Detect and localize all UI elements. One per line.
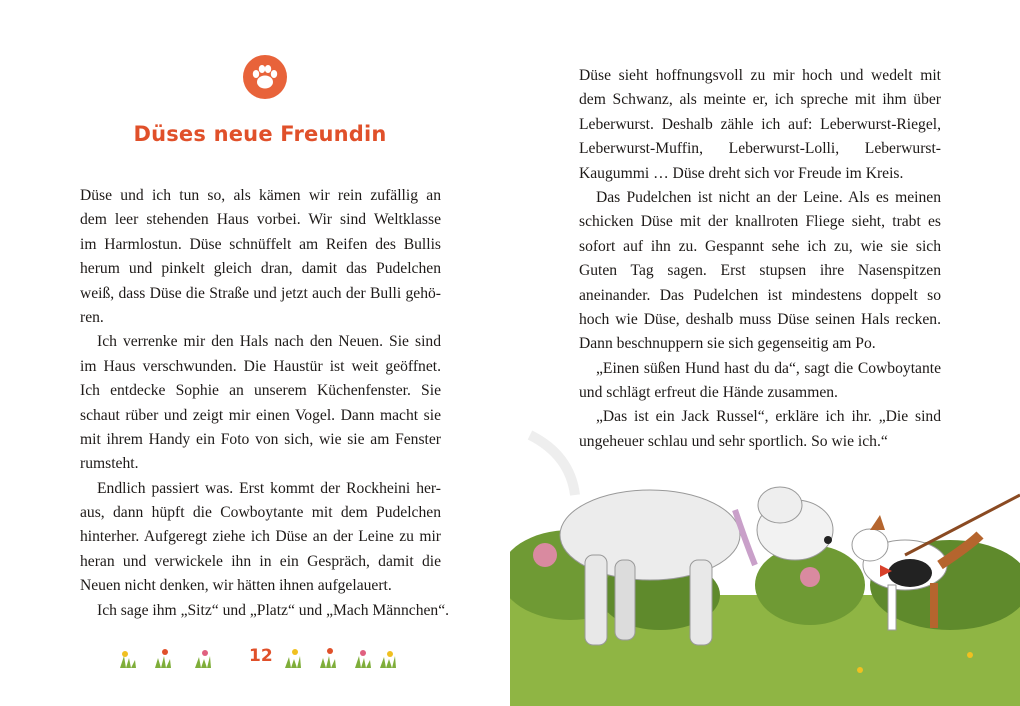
- text-line: und schlägt erfreut die Hände zusammen.: [579, 384, 838, 402]
- page-number: 12: [249, 646, 273, 666]
- text-line: dem leer stehenden Haus vorbei. Wir sind Weltklasse: [80, 211, 441, 229]
- text-line: Guten Tag sagen. Erst stupsen ihre Nasenspitzen: [579, 262, 941, 280]
- text-line: Endlich passiert was. Erst kommt der Rockheini her-: [97, 479, 441, 497]
- text-line: ungeheuer schlau und sehr sportlich. So wie ich.“: [579, 432, 888, 450]
- text-line: hoch wie Düse, deshalb muss Düse seinen Hals recken.: [579, 310, 941, 328]
- left-body-text: [80, 184, 450, 623]
- right-body-text: [579, 64, 941, 454]
- text-line: rumsteht.: [80, 455, 139, 473]
- text-line: herum und pinkelt gleich dran, damit das Pudelchen: [80, 260, 441, 278]
- text-line: „Das ist ein Jack Russel“, erkläre ich ihr. „Die sind: [596, 408, 941, 426]
- text-line: weiß, dass Düse die Straße und jetzt auch der Bulli gehö-: [80, 284, 441, 302]
- text-line: Ich verrenke mir den Hals nach den Neuen. Sie sind: [97, 333, 441, 351]
- dogs-illustration: [510, 425, 1020, 706]
- text-line: ren.: [80, 308, 104, 326]
- text-line: Leberwurst. Deshalb zähle ich auf: Leberwurst-Riegel,: [579, 115, 941, 133]
- text-line: Ich entdecke Sophie an unserem Küchenfenster. Sie: [80, 382, 441, 400]
- text-line: schicken Düse mit der knallroten Fliege sieht, trabt es: [579, 213, 941, 231]
- text-line: Das Pudelchen ist nicht an der Leine. Als es meinen: [596, 188, 941, 206]
- text-line: Düse und ich tun so, als kämen wir rein zufällig an: [80, 187, 441, 204]
- text-line: sofort auf ihn zu. Gespannt sehe ich zu, wie sie sich: [579, 237, 941, 255]
- text-line: im Harmlostun. Düse schnüffelt am Reifen des Bullis: [80, 235, 441, 253]
- text-line: Neuen nicht denken, wir hätten ihnen aufgelauert.: [80, 577, 392, 595]
- text-line: schaut rüber und zeigt mir einen Vogel. Dann macht sie: [80, 406, 441, 424]
- text-line: aneinander. Das Pudelchen ist mindestens doppelt so: [579, 286, 941, 304]
- text-line: Leberwurst-Muffin, Leberwurst-Lolli, Leberwurst-: [579, 140, 941, 158]
- text-line: Dann beschnuppern sie sich gegenseitig am Po.: [579, 335, 876, 353]
- text-line: im Haus verschwunden. Die Haustür ist weit geöffnet.: [80, 357, 441, 375]
- chapter-title: Düses neue Freundin: [133, 122, 387, 146]
- right-page: [510, 0, 1020, 706]
- text-line: mit ihrem Handy ein Foto von sich, wie sie am Fenster: [80, 430, 441, 448]
- text-line: heran und verwickele ihn in ein Gespräch, damit die: [80, 552, 441, 570]
- text-line: Kaugummi … Düse dreht sich vor Freude im Kreis.: [579, 164, 904, 182]
- text-line: Ich sage ihm „Sitz“ und „Platz“ und „Mach Männchen“.: [97, 601, 450, 619]
- paw-icon: [243, 55, 287, 99]
- text-line: dem Schwanz, als meinte er, ich spreche mit ihm über: [579, 91, 941, 109]
- text-line: hinterher. Aufgeregt ziehe ich Düse an der Leine zu mir: [80, 528, 441, 546]
- text-line: Düse sieht hoffnungsvoll zu mir hoch und wedelt mit: [579, 67, 941, 84]
- text-line: „Einen süßen Hund hast du da“, sagt die Cowboytante: [596, 359, 941, 377]
- text-line: aus, dann hüpft die Cowboytante mit dem Pudelchen: [80, 504, 441, 522]
